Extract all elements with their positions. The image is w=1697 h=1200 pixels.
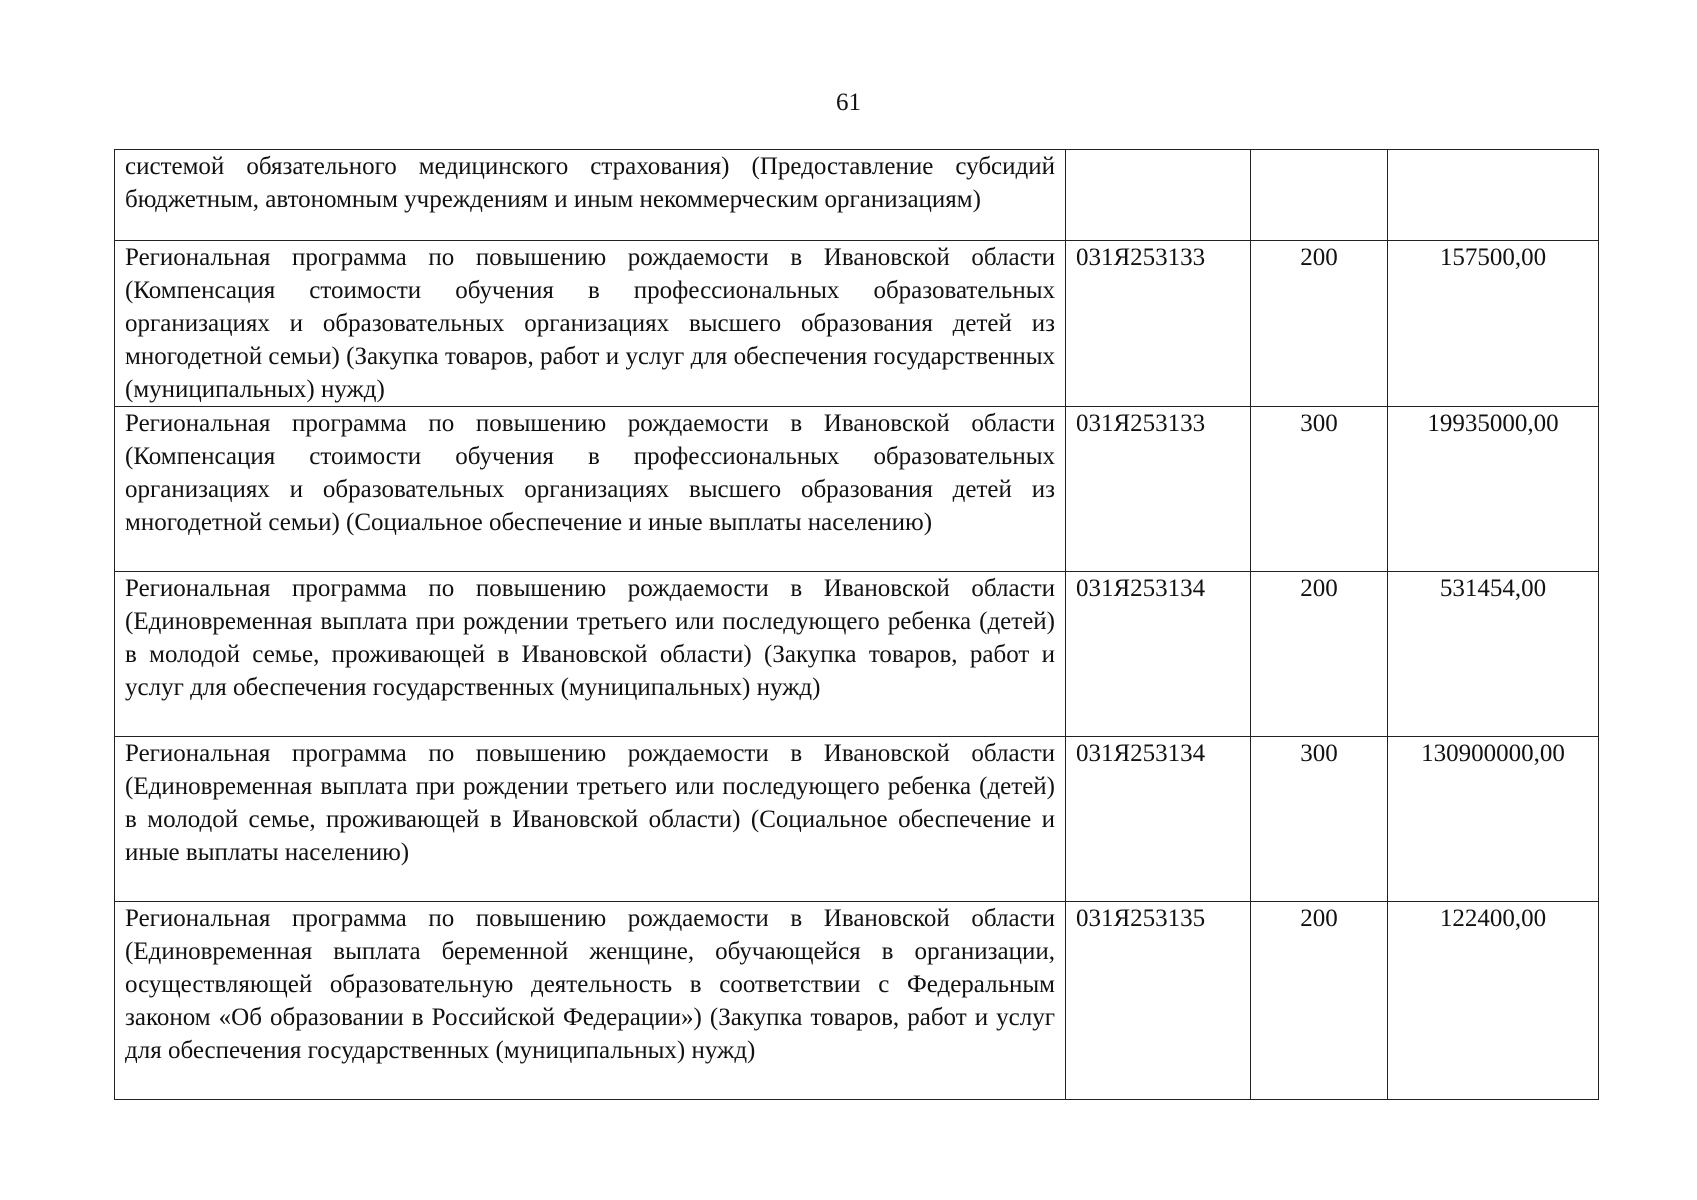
table-row [115, 241, 1599, 407]
row-expense-type: 300 [1251, 737, 1388, 902]
row-amount: 157500,00 [1388, 241, 1599, 407]
row-description: Региональная программа по повышению рождаемости в Ивановской области (Компенсация стоимости обучения в профессиональных образовательных организациях и образовательных организациях высшего образования детей из многодетной семьи) (Социальное обеспечение и иные выплаты населению) [115, 407, 1066, 572]
row-amount: 19935000,00 [1388, 407, 1599, 572]
row-amount: 122400,00 [1388, 902, 1599, 1100]
row-description: Региональная программа по повышению рождаемости в Ивановской области (Единовременная выплата беременной женщине, обучающейся в организации, осуществляющей образовательную деятельность в соответствии с Федеральным законом «Об образовании в Российской Федерации») (Закупка товаров, работ и услуг для обеспечения государственных (муниципальных) нужд) [115, 902, 1066, 1100]
table-row [115, 150, 1599, 241]
row-expense-type: 200 [1251, 572, 1388, 737]
row-description: системой обязательного медицинского страхования) (Предоставление субсидий бюджетным, автономным учреждениям и иным некоммерческим организациям) [115, 150, 1066, 241]
row-description: Региональная программа по повышению рождаемости в Ивановской области (Единовременная выплата при рождении третьего или последующего ребенка (детей) в молодой семье, проживающей в Ивановской области) (Социальное обеспечение и иные выплаты населению) [115, 737, 1066, 902]
row-amount: 531454,00 [1388, 572, 1599, 737]
row-target-code: 031Я253135 [1066, 902, 1251, 1100]
row-expense-type: 300 [1251, 407, 1388, 572]
row-target-code: 031Я253133 [1066, 241, 1251, 407]
table-row [115, 902, 1599, 1100]
table-row [115, 737, 1599, 902]
row-target-code: 031Я253134 [1066, 572, 1251, 737]
row-description: Региональная программа по повышению рождаемости в Ивановской области (Компенсация стоимости обучения в профессиональных образовательных организациях и образовательных организациях высшего образования детей из многодетной семьи) (Закупка товаров, работ и услуг для обеспечения государственных (муниципальных) нужд) [115, 241, 1066, 407]
page-number: 61 [836, 89, 861, 116]
table-row [115, 407, 1599, 572]
row-amount [1388, 150, 1599, 241]
row-amount: 130900000,00 [1388, 737, 1599, 902]
row-expense-type [1251, 150, 1388, 241]
row-expense-type: 200 [1251, 902, 1388, 1100]
row-description: Региональная программа по повышению рождаемости в Ивановской области (Единовременная выплата при рождении третьего или последующего ребенка (детей) в молодой семье, проживающей в Ивановской области) (Закупка товаров, работ и услуг для обеспечения государственных (муниципальных) нужд) [115, 572, 1066, 737]
row-target-code: 031Я253133 [1066, 407, 1251, 572]
table-row [115, 572, 1599, 737]
row-target-code: 031Я253134 [1066, 737, 1251, 902]
row-expense-type: 200 [1251, 241, 1388, 407]
budget-table [114, 149, 1599, 1100]
row-target-code [1066, 150, 1251, 241]
